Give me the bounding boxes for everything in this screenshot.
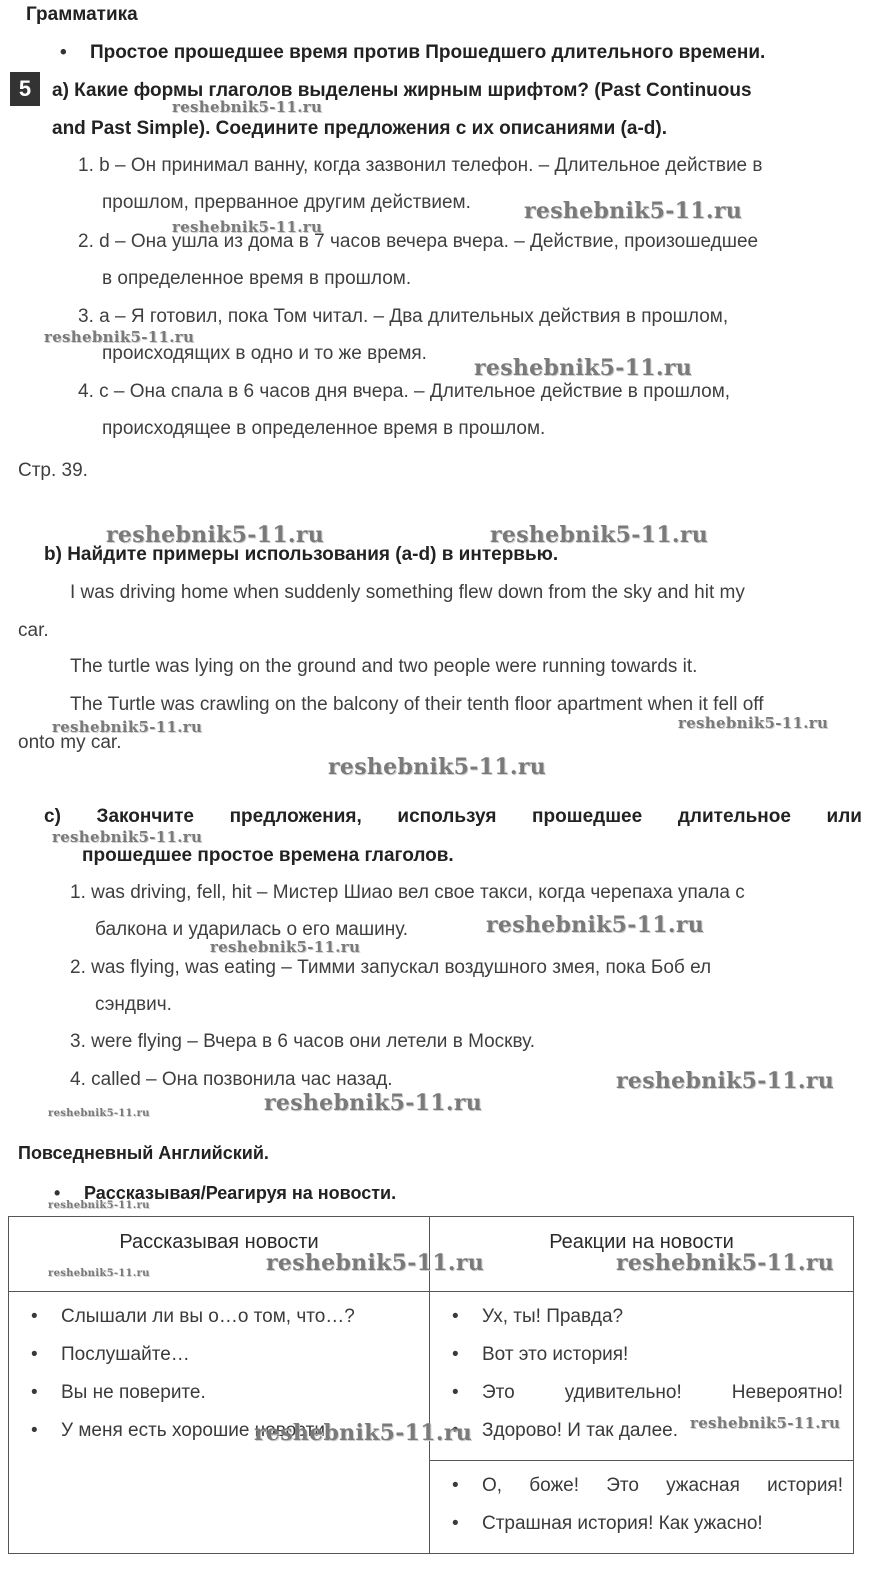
part-c-item-2-line2: сэндвич. — [95, 994, 172, 1015]
part-a-item-3-line2: происходящих в одно и то же время. — [102, 343, 427, 364]
list-item: • У меня есть хорошие новости. — [19, 1412, 419, 1450]
part-c-item-1-line2: балкона и ударилась о его машину. — [95, 919, 409, 940]
watermark: reshebnik5-11.ru — [52, 718, 203, 736]
list-item: • Вот это история! — [440, 1336, 843, 1374]
everyday-bullet: • Рассказывая/Реагируя на новости. — [84, 1183, 396, 1204]
watermark: reshebnik5-11.ru — [210, 938, 361, 956]
part-a-item-2-line1: 2. d – Она ушла из дома в 7 часов вечера вчера. – Действие, произошедшее — [78, 231, 759, 252]
part-b-line-4: The Turtle was crawling on the balcony of their tenth floor apartment when it fell off — [70, 694, 764, 715]
part-c-question-line1: c) Закончите предложения, используя прошедшее длительное или — [44, 806, 862, 827]
list-item: • Слышали ли вы о…о том, что…? — [19, 1298, 419, 1336]
part-a-item-4-line1: 4. с – Она спала в 6 часов дня вчера. – Длительное действие в прошлом, — [78, 381, 731, 402]
part-c-question-line2: прошедшее простое времена глаголов. — [82, 845, 454, 866]
watermark: reshebnik5-11.ru — [524, 198, 743, 224]
part-b-question: b) Найдите примеры использования (a-d) в интервью. — [44, 544, 559, 565]
part-b-line-2: car. — [18, 620, 49, 641]
part-a-item-2-line2: в определенное время в прошлом. — [102, 268, 412, 289]
watermark: reshebnik5-11.ru — [48, 1200, 150, 1211]
part-a-question-line1: а) Какие формы глаголов выделены жирным шрифтом? (Past Continuous — [52, 80, 752, 101]
part-c-item-1-line1: 1. was driving, fell, hit – Мистер Шиао вел свое такси, когда черепаха упала с — [70, 882, 745, 903]
watermark: reshebnik5-11.ru — [678, 714, 829, 732]
watermark: reshebnik5-11.ru — [172, 218, 323, 236]
part-c-item-2-line1: 2. was flying, was eating – Тимми запускал воздушного змея, пока Боб ел — [70, 957, 712, 978]
watermark: reshebnik5-11.ru — [254, 1420, 473, 1446]
watermark: reshebnik5-11.ru — [474, 355, 693, 381]
watermark: reshebnik5-11.ru — [266, 1250, 485, 1276]
watermark: reshebnik5-11.ru — [490, 522, 709, 548]
list-item: • О, боже! Это ужасная история! — [440, 1467, 843, 1505]
list-item-continued — [440, 1505, 843, 1543]
everyday-title: Повседневный Английский. — [18, 1143, 269, 1163]
watermark: reshebnik5-11.ru — [106, 522, 325, 548]
list-item: • Ух, ты! Правда? — [440, 1298, 843, 1336]
exercise-number-badge: 5 — [10, 72, 40, 106]
part-b-line-1: I was driving home when suddenly something flew down from the sky and hit my — [70, 582, 745, 603]
col2-top-cell — [430, 1292, 854, 1461]
part-b-line-5: onto my car. — [18, 732, 122, 753]
col2-bottom-cell — [430, 1461, 854, 1554]
watermark: reshebnik5-11.ru — [690, 1414, 841, 1432]
part-a-item-4-line2: происходящее в определенное время в прошлом. — [102, 418, 546, 439]
watermark: reshebnik5-11.ru — [616, 1068, 835, 1094]
watermark: reshebnik5-11.ru — [48, 1268, 150, 1279]
watermark: reshebnik5-11.ru — [44, 328, 195, 346]
list-item: • Послушайте… — [19, 1336, 419, 1374]
part-c-item-3: 3. were flying – Вчера в 6 часов они летели в Москву. — [70, 1031, 536, 1052]
part-a-question-line2: and Past Simple). Соедините предложения с их описаниями (a-d). — [52, 118, 667, 139]
watermark: reshebnik5-11.ru — [616, 1250, 835, 1276]
list-item: • Вы не поверите. — [19, 1374, 419, 1412]
list-item: • Это удивительно! Невероятно! — [440, 1374, 843, 1412]
section-title: Грамматика — [26, 4, 138, 25]
col2-header: Реакции на новости — [430, 1217, 854, 1292]
watermark: reshebnik5-11.ru — [172, 98, 323, 116]
list-item-text: Страшная история! Как ужасно! — [482, 1513, 763, 1534]
page-ref: Стр. 39. — [18, 460, 88, 481]
watermark: reshebnik5-11.ru — [52, 828, 203, 846]
part-a-item-3-line1: 3. а – Я готовил, пока Том читал. – Два длительных действия в прошлом, — [78, 306, 729, 327]
col1-header: Рассказывая новости — [9, 1217, 430, 1292]
part-a-item-1-line1: 1. b – Он принимал ванну, когда зазвонил телефон. – Длительное действие в — [78, 155, 763, 176]
watermark: reshebnik5-11.ru — [486, 912, 705, 938]
topic-bullet: • Простое прошедшее время против Прошедшего длительного времени. — [90, 42, 765, 64]
watermark: reshebnik5-11.ru — [48, 1108, 150, 1119]
watermark: reshebnik5-11.ru — [328, 754, 547, 780]
list-item-text: Здорово! И так далее. — [482, 1420, 679, 1441]
part-b-line-3: The turtle was lying on the ground and two people were running towards it. — [70, 656, 698, 677]
watermark: reshebnik5-11.ru — [264, 1090, 483, 1116]
part-a-item-1-line2: прошлом, прерванное другим действием. — [102, 192, 471, 213]
part-c-item-4: 4. called – Она позвонила час назад. — [70, 1069, 393, 1090]
